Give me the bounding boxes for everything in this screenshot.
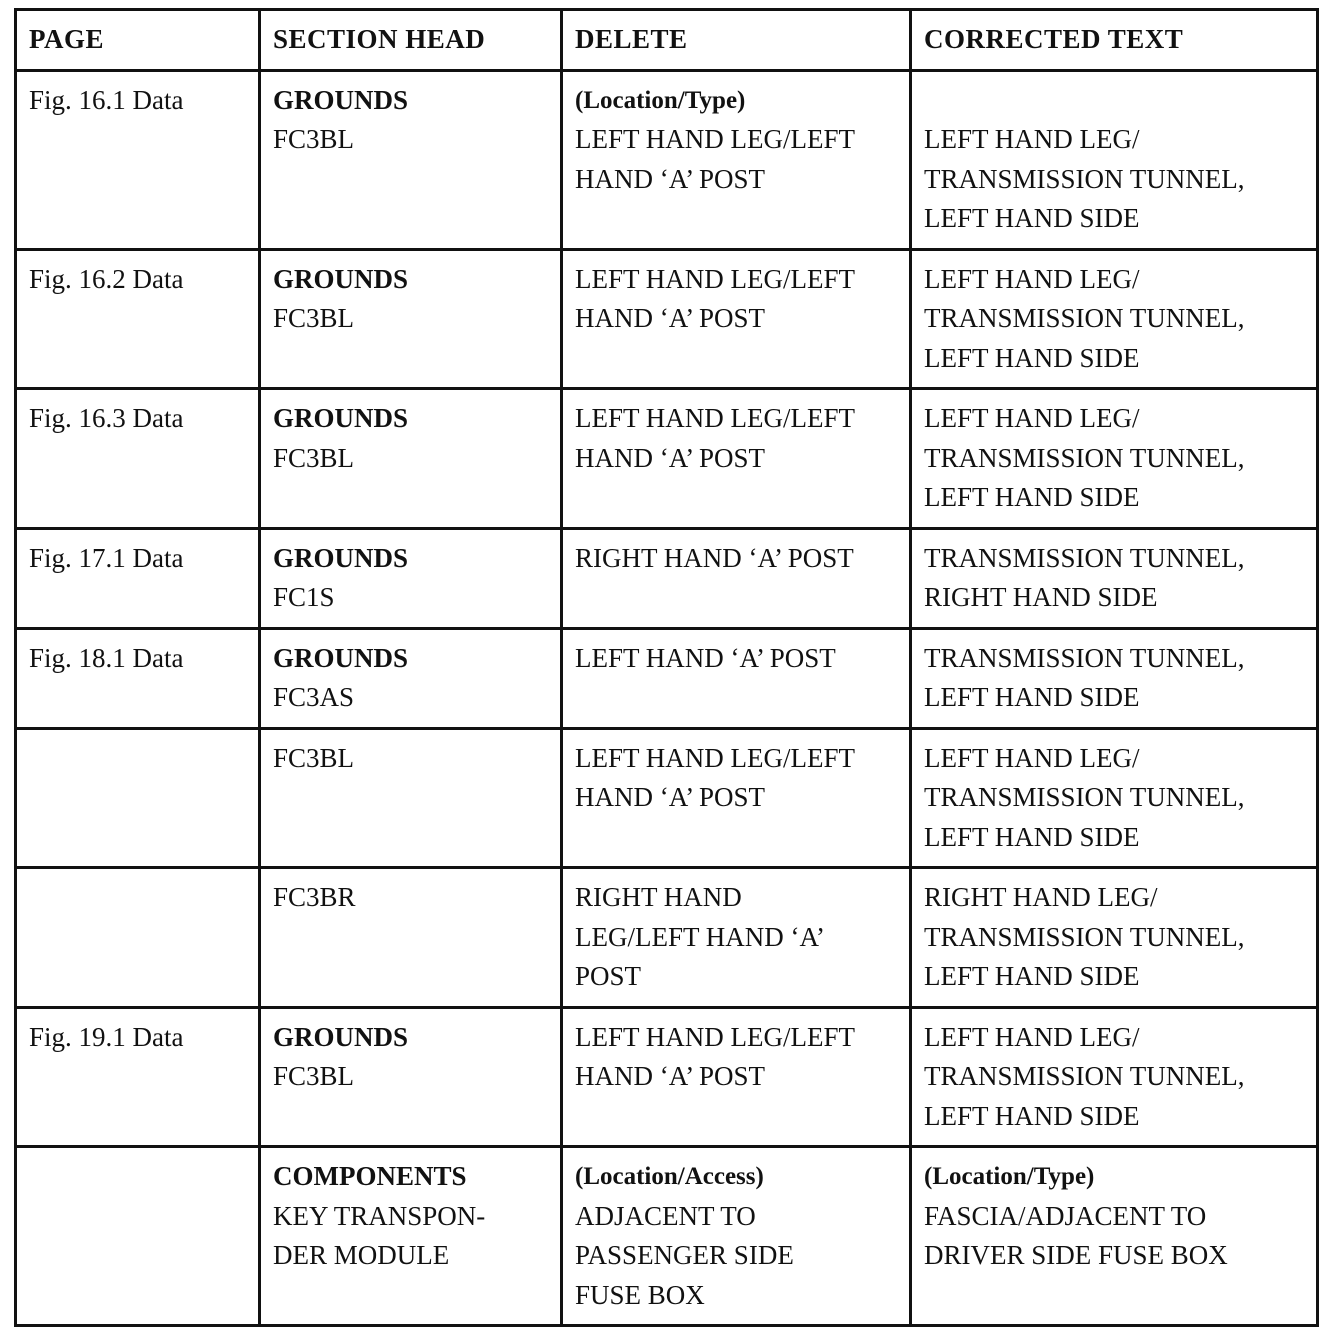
section-line: KEY TRANSPON-	[273, 1200, 486, 1231]
corrected-line: FASCIA/ADJACENT TO	[924, 1200, 1207, 1231]
corrected-line: LEFT HAND SIDE	[924, 961, 1140, 991]
delete-line: LEFT HAND LEG/LEFT	[575, 742, 855, 773]
table-row	[16, 868, 1318, 1008]
delete-subhead: (Location/Type)	[575, 86, 746, 114]
page-ref: Fig. 16.2 Data	[29, 263, 184, 294]
section-cell	[260, 1007, 562, 1147]
corrected-cell	[911, 528, 1318, 628]
section-cell	[260, 70, 562, 249]
header-delete: DELETE	[562, 10, 911, 71]
delete-line: LEFT HAND LEG/LEFT	[575, 403, 855, 433]
header-row	[16, 10, 1318, 71]
page-cell	[16, 1147, 260, 1326]
corrected-line: TRANSMISSION TUNNEL,	[924, 782, 1245, 812]
spacer	[924, 81, 1306, 121]
corrected-line: LEFT HAND LEG/	[924, 263, 1140, 294]
corrected-cell	[911, 1007, 1318, 1147]
corrected-line: LEFT HAND LEG/	[924, 403, 1140, 433]
delete-line: RIGHT HAND ‘A’ POST	[575, 542, 854, 573]
delete-cell	[562, 1007, 911, 1147]
delete-cell	[562, 1147, 911, 1326]
delete-cell	[562, 70, 911, 249]
delete-line: HAND ‘A’ POST	[575, 163, 766, 194]
section-cell	[260, 728, 562, 868]
page-ref: Fig. 17.1 Data	[29, 542, 184, 573]
delete-line: LEFT HAND LEG/LEFT	[575, 124, 855, 154]
table-row	[16, 389, 1318, 529]
delete-line: LEG/LEFT HAND ‘A’	[575, 921, 825, 952]
corrected-cell	[911, 389, 1318, 529]
table-row	[16, 628, 1318, 728]
page-cell	[16, 628, 260, 728]
page-ref: Fig. 19.1 Data	[29, 1021, 184, 1052]
delete-line: FUSE BOX	[575, 1279, 705, 1310]
delete-cell	[562, 249, 911, 389]
delete-line: HAND ‘A’ POST	[575, 1061, 766, 1091]
section-head: GROUNDS	[273, 542, 409, 573]
corrected-line: LEFT HAND SIDE	[924, 821, 1140, 852]
page-ref: Fig. 18.1 Data	[29, 642, 184, 673]
table-row	[16, 70, 1318, 249]
section-line: FC3BR	[273, 882, 356, 912]
page-cell	[16, 249, 260, 389]
table-row	[16, 728, 1318, 868]
corrected-line: TRANSMISSION TUNNEL,	[924, 542, 1245, 573]
header-corrected-text: CORRECTED TEXT	[911, 10, 1318, 71]
corrected-line: TRANSMISSION TUNNEL,	[924, 1061, 1245, 1091]
corrected-line: LEFT HAND SIDE	[924, 682, 1140, 712]
delete-line: RIGHT HAND	[575, 882, 742, 912]
corrected-line: LEFT HAND LEG/	[924, 1021, 1140, 1052]
corrected-line: LEFT HAND SIDE	[924, 342, 1140, 373]
delete-line: HAND ‘A’ POST	[575, 303, 766, 333]
section-line: FC3AS	[273, 682, 355, 712]
corrected-line: LEFT HAND SIDE	[924, 203, 1140, 233]
page-cell	[16, 70, 260, 249]
page-ref: Fig. 16.1 Data	[29, 84, 184, 115]
page-ref: Fig. 16.3 Data	[29, 403, 184, 433]
corrected-line: LEFT HAND LEG/	[924, 742, 1140, 773]
delete-line: LEFT HAND LEG/LEFT	[575, 263, 855, 294]
corrected-line: RIGHT HAND SIDE	[924, 582, 1158, 612]
corrected-cell	[911, 1147, 1318, 1326]
delete-cell	[562, 628, 911, 728]
errata-table	[14, 8, 1319, 1327]
corrected-subhead: (Location/Type)	[924, 1163, 1095, 1190]
corrected-cell	[911, 70, 1318, 249]
table-row	[16, 1147, 1318, 1326]
section-cell	[260, 528, 562, 628]
table-row	[16, 528, 1318, 628]
section-line: FC3BL	[273, 442, 355, 473]
table-row	[16, 1007, 1318, 1147]
delete-line: HAND ‘A’ POST	[575, 442, 766, 473]
header-page: PAGE	[16, 10, 260, 71]
corrected-line: LEFT HAND LEG/	[924, 124, 1140, 154]
section-cell	[260, 628, 562, 728]
section-line: FC3BL	[273, 742, 355, 773]
section-cell	[260, 868, 562, 1008]
section-line: FC3BL	[273, 1061, 355, 1091]
section-line: FC3BL	[273, 124, 355, 154]
delete-line: POST	[575, 961, 642, 991]
delete-line: LEFT HAND LEG/LEFT	[575, 1021, 855, 1052]
delete-line: HAND ‘A’ POST	[575, 782, 766, 812]
corrected-line: TRANSMISSION TUNNEL,	[924, 921, 1245, 952]
table-row	[16, 249, 1318, 389]
delete-cell	[562, 528, 911, 628]
page-cell	[16, 1007, 260, 1147]
delete-line: PASSENGER SIDE	[575, 1240, 794, 1270]
page-cell	[16, 728, 260, 868]
page-cell	[16, 868, 260, 1008]
delete-cell	[562, 868, 911, 1008]
corrected-cell	[911, 628, 1318, 728]
delete-cell	[562, 389, 911, 529]
section-cell	[260, 1147, 562, 1326]
delete-subhead: (Location/Access)	[575, 1163, 764, 1190]
corrected-line: LEFT HAND SIDE	[924, 1100, 1140, 1131]
section-line: FC1S	[273, 582, 335, 612]
corrected-line: LEFT HAND SIDE	[924, 482, 1140, 512]
section-head: GROUNDS	[273, 403, 409, 433]
corrected-line: RIGHT HAND LEG/	[924, 882, 1158, 912]
section-line: DER MODULE	[273, 1240, 450, 1270]
section-head: GROUNDS	[273, 84, 409, 115]
corrected-line: TRANSMISSION TUNNEL,	[924, 303, 1245, 333]
corrected-line: TRANSMISSION TUNNEL,	[924, 642, 1245, 673]
page-cell	[16, 528, 260, 628]
delete-line: LEFT HAND ‘A’ POST	[575, 642, 836, 673]
corrected-line: TRANSMISSION TUNNEL,	[924, 442, 1245, 473]
corrected-line: DRIVER SIDE FUSE BOX	[924, 1240, 1228, 1270]
section-head: GROUNDS	[273, 263, 409, 294]
section-head: GROUNDS	[273, 1021, 409, 1052]
delete-cell	[562, 728, 911, 868]
header-section-head: SECTION HEAD	[260, 10, 562, 71]
section-cell	[260, 249, 562, 389]
corrected-cell	[911, 249, 1318, 389]
section-head: COMPONENTS	[273, 1161, 467, 1191]
corrected-cell	[911, 728, 1318, 868]
corrected-line: TRANSMISSION TUNNEL,	[924, 163, 1245, 194]
corrected-cell	[911, 868, 1318, 1008]
page-cell	[16, 389, 260, 529]
section-cell	[260, 389, 562, 529]
section-line: FC3BL	[273, 303, 355, 333]
delete-line: ADJACENT TO	[575, 1200, 756, 1231]
section-head: GROUNDS	[273, 642, 409, 673]
